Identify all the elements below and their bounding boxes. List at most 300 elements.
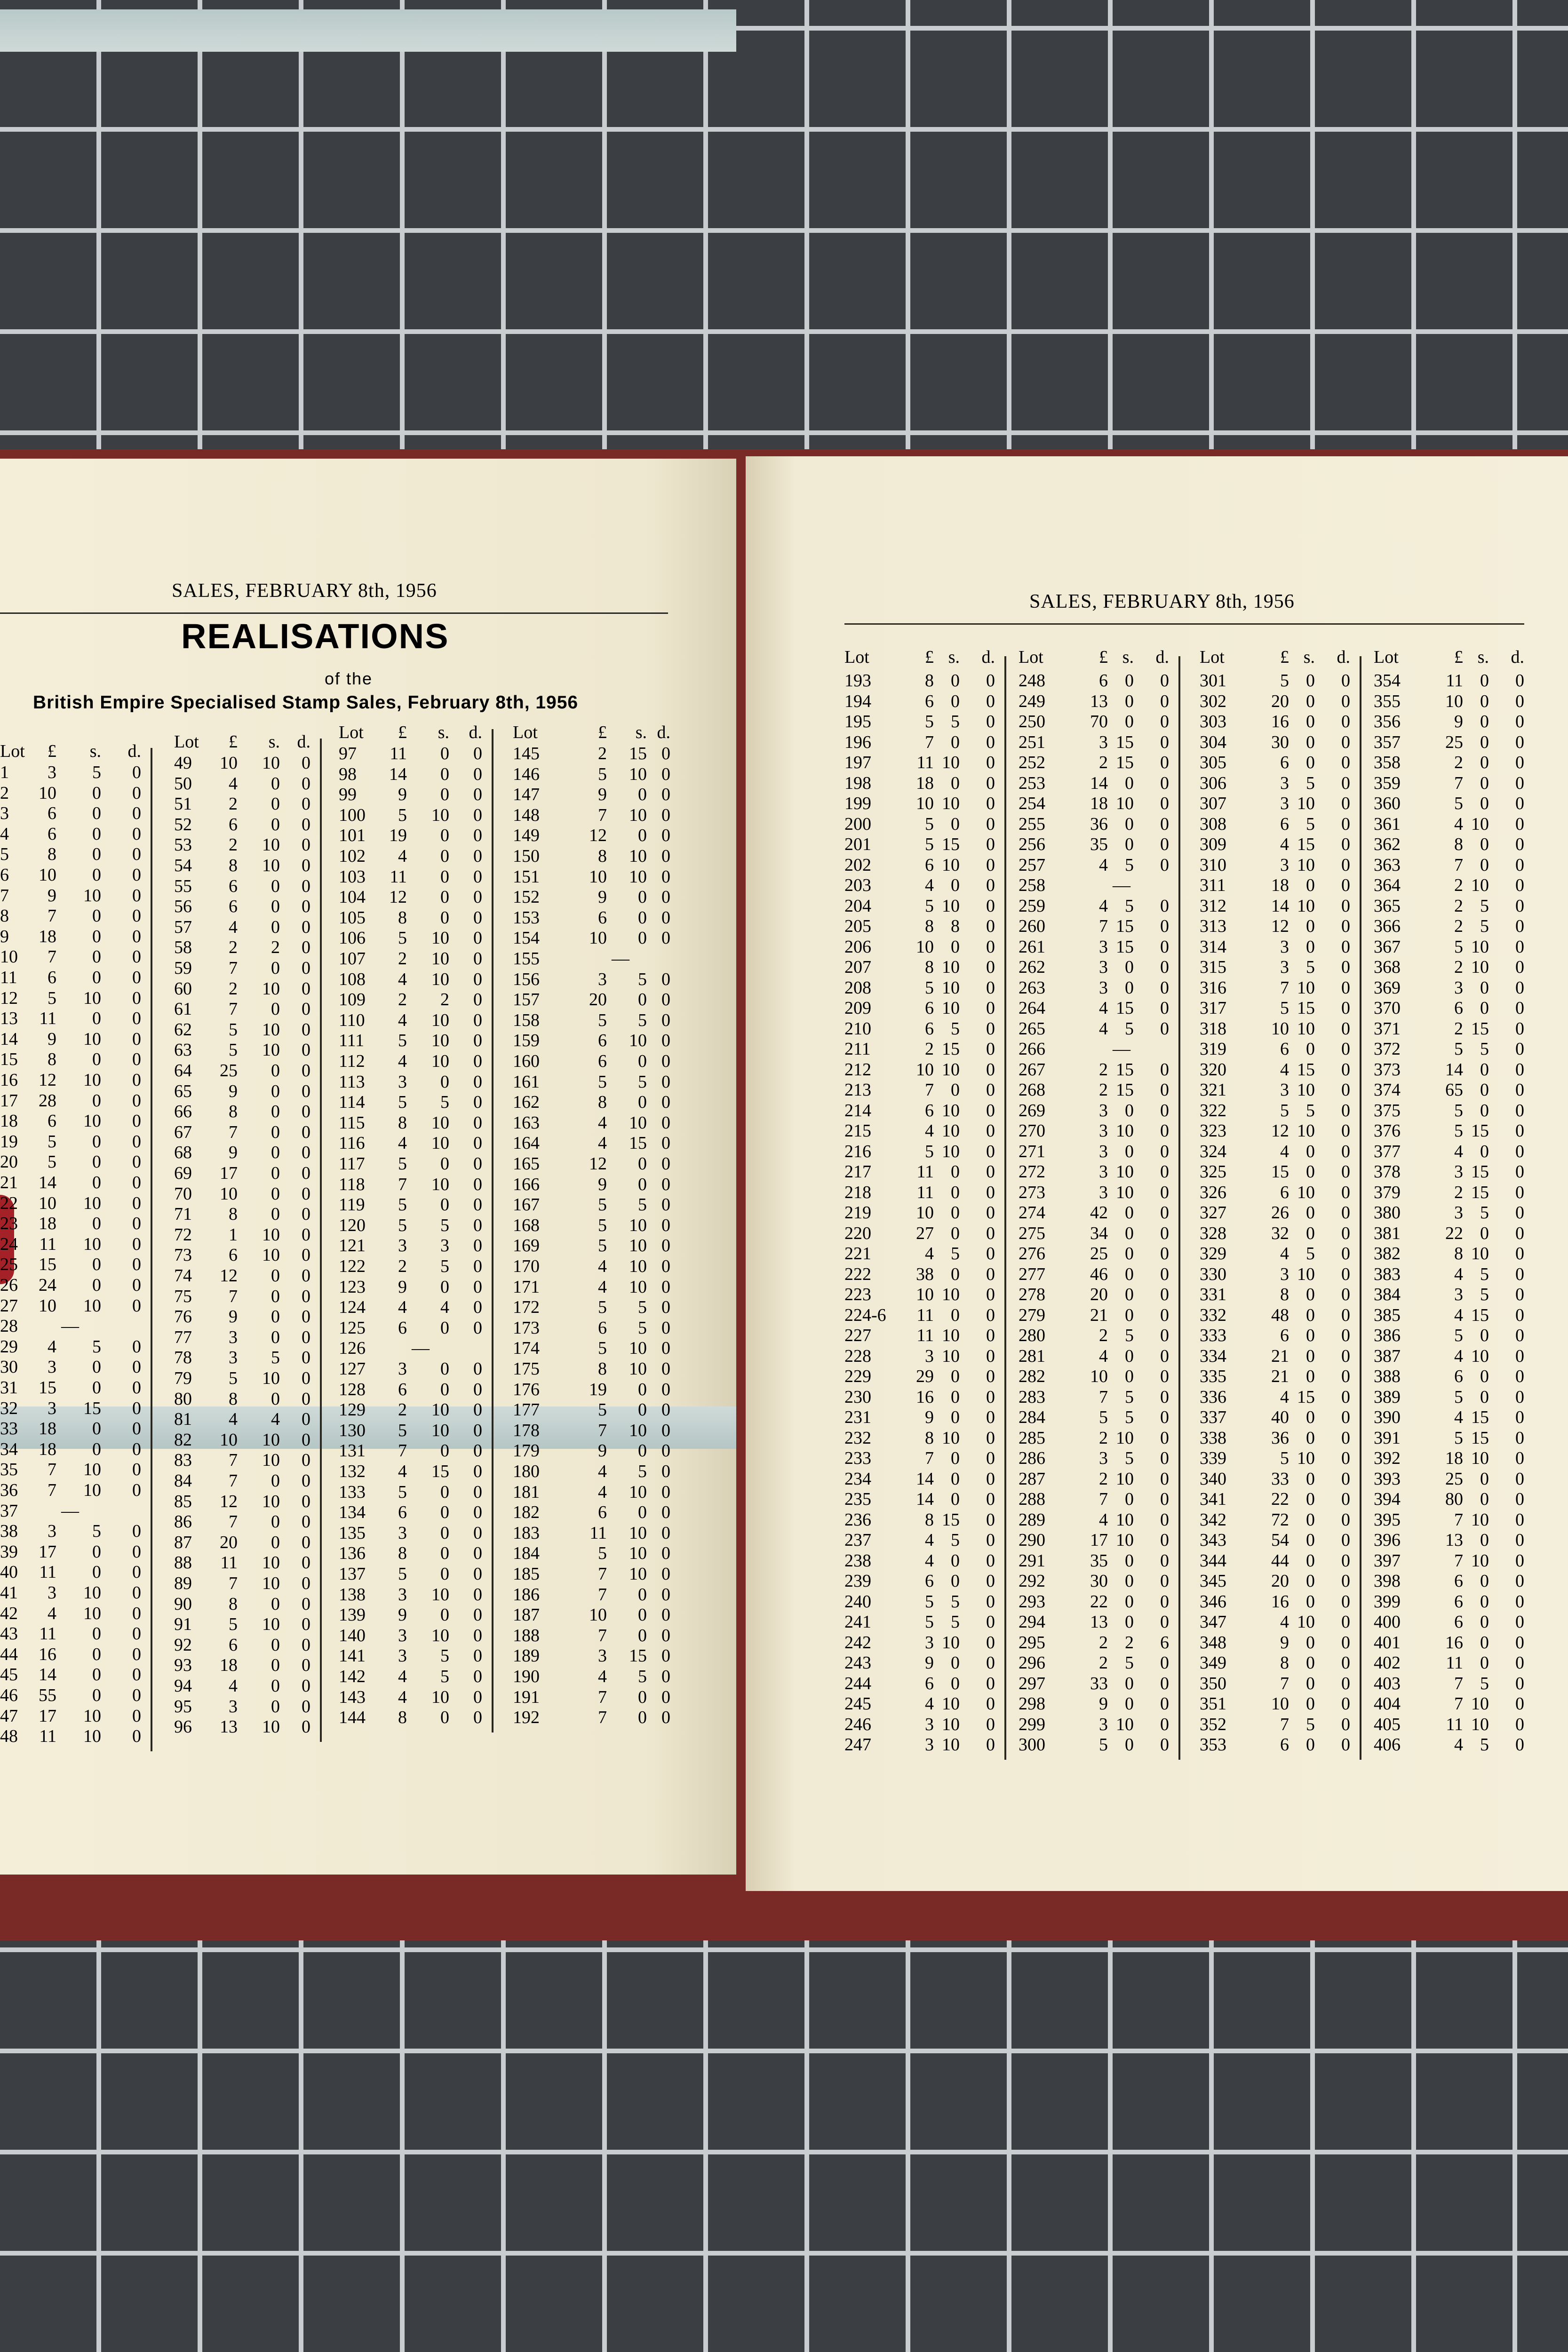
shillings-value: 0 — [92, 844, 101, 865]
shillings-value: 10 — [1116, 1469, 1134, 1489]
lot-number: 331 — [1200, 1285, 1226, 1304]
shillings-value: 0 — [638, 1154, 647, 1174]
pence-value: 0 — [1515, 834, 1524, 854]
pounds-value: 10 — [916, 1059, 934, 1080]
pence-value: 0 — [1341, 1346, 1350, 1366]
no-sale-dash: — — [61, 1501, 79, 1521]
pounds-value: 11 — [916, 1305, 934, 1325]
shillings-value: 10 — [83, 1480, 101, 1500]
pounds-value: 6 — [925, 1571, 934, 1591]
lot-number: 186 — [513, 1584, 540, 1605]
lot-number: 219 — [844, 1203, 871, 1223]
pence-value: 0 — [986, 957, 995, 977]
pence-value: 0 — [1160, 1653, 1169, 1673]
pounds-value: 11 — [39, 1562, 56, 1582]
pounds-value: 4 — [398, 1133, 407, 1153]
lot-number: 266 — [1019, 1039, 1045, 1059]
lot-number: 148 — [513, 805, 540, 825]
pounds-value: 9 — [229, 1143, 238, 1163]
pence-value: 0 — [1515, 1550, 1524, 1571]
shillings-value: 0 — [1306, 1735, 1315, 1755]
pounds-value: 5 — [1280, 1100, 1289, 1120]
shillings-value: 10 — [629, 1564, 647, 1584]
no-sale-dash: — — [612, 949, 629, 969]
shillings-value: 15 — [942, 834, 960, 854]
lot-number: 379 — [1374, 1182, 1401, 1202]
lot-number: 389 — [1374, 1387, 1401, 1407]
shillings-value: 0 — [1306, 1653, 1315, 1673]
pence-value: 0 — [1341, 1326, 1350, 1345]
lot-number: 359 — [1374, 773, 1401, 793]
shillings-value: 0 — [271, 1471, 280, 1491]
lot-number: 72 — [174, 1224, 192, 1245]
pounds-value: 2 — [1099, 1428, 1108, 1448]
shillings-value: 0 — [440, 1605, 449, 1625]
pounds-value: 3 — [1099, 732, 1108, 752]
lot-number: 311 — [1200, 875, 1226, 895]
pounds-value: 7 — [229, 1286, 238, 1306]
shillings-value: 15 — [1297, 1059, 1315, 1080]
lot-number: 49 — [174, 753, 192, 773]
shillings-value: 10 — [629, 1420, 647, 1440]
pounds-value: 7 — [48, 906, 56, 926]
pounds-value: 6 — [229, 1635, 238, 1655]
pounds-value: 9 — [598, 1174, 607, 1194]
pence-value: 0 — [1160, 1387, 1169, 1407]
pounds-value: 3 — [229, 1348, 238, 1368]
pounds-value: 5 — [925, 834, 934, 854]
shillings-value: 10 — [83, 1070, 101, 1090]
pence-value: 0 — [1515, 1039, 1524, 1059]
lot-number: 201 — [844, 834, 871, 854]
lot-number: 133 — [339, 1482, 366, 1502]
pence-value: 0 — [302, 938, 310, 958]
pounds-value: 2 — [598, 744, 607, 763]
column-divider — [492, 729, 493, 1732]
pence-value: 0 — [1160, 1367, 1169, 1386]
pence-value: 0 — [1515, 1141, 1524, 1161]
pounds-value: 65 — [1445, 1080, 1463, 1100]
pence-value: 0 — [1515, 1571, 1524, 1591]
lot-number: 377 — [1374, 1141, 1401, 1161]
lot-number: 206 — [844, 937, 871, 957]
shillings-value: 10 — [83, 1193, 101, 1213]
pounds-value: 8 — [598, 1359, 607, 1379]
pounds-value: 2 — [1099, 1653, 1108, 1673]
pounds-value: 6 — [48, 968, 56, 987]
lot-number: 87 — [174, 1532, 192, 1552]
column-divider — [1360, 656, 1361, 1760]
pounds-value: 7 — [598, 1708, 607, 1728]
shillings-value: 0 — [440, 866, 449, 887]
pence-value: 0 — [473, 928, 482, 948]
lot-number: 337 — [1200, 1407, 1226, 1427]
pounds-value: 8 — [398, 1708, 407, 1728]
shillings-value: 0 — [1306, 1141, 1315, 1161]
lot-number: 112 — [339, 1051, 365, 1071]
pence-value: 0 — [1515, 1632, 1524, 1653]
lot-number: 245 — [844, 1694, 871, 1714]
of-the-text: of the — [325, 669, 373, 688]
lot-number: 195 — [844, 712, 871, 731]
column-divider — [1178, 656, 1180, 1760]
pence-value: 0 — [986, 1121, 995, 1141]
pence-value: 0 — [986, 1367, 995, 1386]
pence-value: 0 — [1515, 998, 1524, 1018]
lot-number: 281 — [1019, 1346, 1045, 1366]
lot-number: 193 — [844, 671, 871, 691]
lot-number: 295 — [1019, 1632, 1045, 1653]
pounds-value: 7 — [598, 1687, 607, 1707]
pounds-value: 2 — [398, 1256, 407, 1276]
lot-number: 351 — [1200, 1694, 1226, 1714]
pence-value: 0 — [986, 1591, 995, 1612]
shillings-value: 15 — [942, 1510, 960, 1530]
pounds-value: 15 — [39, 1255, 56, 1275]
pence-value: 0 — [473, 1236, 482, 1256]
shillings-value: 10 — [431, 1051, 449, 1071]
pence-value: 0 — [302, 1389, 310, 1409]
pounds-value: 7 — [229, 1450, 238, 1470]
pence-value: 0 — [1341, 1428, 1350, 1448]
pence-value: 0 — [132, 844, 141, 865]
lot-number: 55 — [174, 876, 192, 896]
lot-number: 158 — [513, 1010, 540, 1030]
lot-number: 329 — [1200, 1244, 1226, 1263]
pounds-value: 3 — [1099, 1141, 1108, 1161]
pounds-value: 80 — [1445, 1489, 1463, 1509]
shillings-value: 0 — [271, 1122, 280, 1142]
pence-value: 0 — [986, 1632, 995, 1653]
pounds-value: 12 — [220, 1266, 238, 1286]
shillings-value: 0 — [1306, 916, 1315, 936]
right-page-col1-header-shillings: s. — [948, 647, 960, 667]
pounds-value: 3 — [1280, 1080, 1289, 1100]
pounds-value: 3 — [48, 763, 56, 782]
pounds-value: 6 — [598, 1031, 607, 1051]
shillings-value: 10 — [431, 1133, 449, 1153]
shillings-value: 5 — [1125, 1407, 1134, 1427]
lot-number: 333 — [1200, 1326, 1226, 1345]
pounds-value: 12 — [589, 1154, 607, 1174]
lot-number: 308 — [1200, 814, 1226, 834]
lot-number: 223 — [844, 1285, 871, 1304]
lot-number: 41 — [0, 1583, 18, 1603]
lot-number: 209 — [844, 998, 871, 1018]
pence-value: 0 — [1515, 1162, 1524, 1182]
pence-value: 0 — [661, 1646, 670, 1666]
pence-value: 0 — [1515, 814, 1524, 834]
shillings-value: 5 — [951, 712, 960, 731]
lot-number: 185 — [513, 1564, 540, 1584]
lot-number: 364 — [1374, 875, 1401, 895]
pounds-value: 2 — [229, 835, 238, 855]
pounds-value: 6 — [925, 1018, 934, 1039]
lot-number: 24 — [0, 1234, 18, 1254]
pence-value: 0 — [473, 1523, 482, 1543]
pence-value: 0 — [132, 1009, 141, 1029]
pounds-value: 8 — [598, 1092, 607, 1112]
lot-number: 95 — [174, 1696, 192, 1716]
right-page-col2-header-lot: Lot — [1019, 647, 1043, 667]
pence-value: 0 — [1515, 1653, 1524, 1673]
shillings-value: 0 — [92, 1685, 101, 1705]
shillings-value: 0 — [1306, 1407, 1315, 1427]
lot-number: 168 — [513, 1215, 540, 1235]
lot-number: 97 — [339, 744, 357, 763]
shillings-value: 0 — [1125, 1591, 1134, 1612]
shillings-value: 15 — [1116, 937, 1134, 957]
pence-value: 0 — [1341, 814, 1350, 834]
left-page-col1-header-pence: d. — [127, 741, 141, 761]
lot-number: 310 — [1200, 855, 1226, 875]
shillings-value: 0 — [92, 968, 101, 987]
pence-value: 0 — [1341, 916, 1350, 936]
pence-value: 0 — [1160, 1264, 1169, 1284]
pence-value: 0 — [302, 1184, 310, 1204]
pounds-value: 12 — [1271, 916, 1289, 936]
pounds-value: 3 — [1099, 957, 1108, 977]
lot-number: 125 — [339, 1318, 366, 1338]
lot-number: 122 — [339, 1256, 366, 1276]
lot-number: 4 — [0, 824, 9, 844]
shillings-value: 10 — [431, 1420, 449, 1440]
shillings-value: 0 — [92, 803, 101, 824]
pounds-value: 24 — [39, 1275, 56, 1295]
shillings-value: 10 — [83, 1295, 101, 1316]
pence-value: 0 — [1341, 1653, 1350, 1673]
pounds-value: 54 — [1271, 1530, 1289, 1550]
pounds-value: 7 — [925, 1080, 934, 1100]
pounds-value: 7 — [598, 1584, 607, 1605]
shillings-value: 0 — [271, 917, 280, 937]
pence-value: 0 — [302, 1635, 310, 1655]
shillings-value: 0 — [1480, 1612, 1489, 1632]
lot-number: 153 — [513, 907, 540, 928]
pounds-value: 8 — [598, 846, 607, 866]
lot-number: 79 — [174, 1368, 192, 1388]
shillings-value: 10 — [262, 1368, 280, 1388]
pounds-value: 5 — [398, 1154, 407, 1174]
lot-number: 78 — [174, 1348, 192, 1368]
pounds-value: 20 — [1271, 691, 1289, 711]
pounds-value: 8 — [48, 844, 56, 865]
lot-number: 134 — [339, 1502, 366, 1523]
right-page-col1-header-lot: Lot — [844, 647, 869, 667]
pounds-value: 9 — [598, 1441, 607, 1461]
lot-number: 56 — [174, 897, 192, 917]
pence-value: 0 — [1160, 1612, 1169, 1632]
shillings-value: 0 — [1480, 1326, 1489, 1345]
lot-number: 365 — [1374, 896, 1401, 916]
shillings-value: 5 — [271, 1348, 280, 1368]
pence-value: 0 — [302, 1266, 310, 1286]
pounds-value: 7 — [1454, 1510, 1463, 1530]
lot-number: 289 — [1019, 1510, 1045, 1530]
pounds-value: 21 — [1271, 1367, 1289, 1386]
pounds-value: 4 — [598, 1133, 607, 1153]
lot-number: 124 — [339, 1297, 366, 1318]
shillings-value: 0 — [271, 1532, 280, 1552]
pence-value: 0 — [302, 1430, 310, 1450]
pounds-value: 3 — [598, 969, 607, 989]
pence-value: 0 — [1515, 1223, 1524, 1243]
pence-value: 0 — [302, 1019, 310, 1040]
lot-number: 141 — [339, 1646, 366, 1666]
pounds-value: 5 — [398, 1031, 407, 1051]
pence-value: 0 — [1160, 1346, 1169, 1366]
pence-value: 0 — [661, 1092, 670, 1112]
lot-number: 247 — [844, 1735, 871, 1755]
pence-value: 0 — [1341, 1223, 1350, 1243]
pounds-value: 2 — [1454, 875, 1463, 895]
pence-value: 0 — [1341, 855, 1350, 875]
left-page-col3-header-lot: Lot — [339, 723, 364, 742]
shillings-value: 10 — [629, 1359, 647, 1379]
pounds-value: 4 — [925, 1530, 934, 1550]
pounds-value: 17 — [39, 1542, 56, 1562]
pounds-value: 2 — [1454, 1182, 1463, 1202]
shillings-value: 0 — [1125, 1264, 1134, 1284]
pence-value: 0 — [1341, 1694, 1350, 1714]
lot-number: 7 — [0, 885, 9, 906]
lot-number: 345 — [1200, 1571, 1226, 1591]
pence-value: 0 — [1515, 794, 1524, 813]
shillings-value: 0 — [951, 1080, 960, 1100]
pence-value: 0 — [132, 926, 141, 946]
pence-value: 0 — [661, 887, 670, 907]
shillings-value: 0 — [1480, 671, 1489, 691]
pounds-value: 2 — [1454, 1018, 1463, 1039]
pence-value: 0 — [302, 1655, 310, 1676]
pence-value: 0 — [1160, 1448, 1169, 1468]
pounds-value: 4 — [229, 917, 238, 937]
pence-value: 0 — [473, 1687, 482, 1707]
shillings-value: 10 — [262, 1245, 280, 1265]
lot-number: 388 — [1374, 1367, 1401, 1386]
shillings-value: 15 — [1471, 1428, 1489, 1448]
shillings-value: 5 — [440, 1215, 449, 1235]
pounds-value: 22 — [1271, 1489, 1289, 1509]
pence-value: 0 — [661, 1708, 670, 1728]
shillings-value: 10 — [1297, 855, 1315, 875]
pounds-value: 4 — [398, 846, 407, 866]
shillings-value: 10 — [431, 1010, 449, 1030]
lot-number: 314 — [1200, 937, 1226, 957]
pounds-value: 7 — [1454, 1673, 1463, 1693]
shillings-value: 5 — [1125, 1387, 1134, 1407]
pence-value: 0 — [1515, 937, 1524, 957]
shillings-value: 10 — [1116, 1182, 1134, 1202]
pence-value: 0 — [1160, 1510, 1169, 1530]
pence-value: 0 — [473, 1072, 482, 1092]
pence-value: 0 — [1515, 1018, 1524, 1039]
pounds-value: 4 — [398, 1051, 407, 1071]
pence-value: 0 — [1160, 834, 1169, 854]
shillings-value: 0 — [271, 1184, 280, 1204]
pounds-value: 9 — [925, 1653, 934, 1673]
shillings-value: 0 — [951, 1387, 960, 1407]
page-title: REALISATIONS — [181, 617, 449, 656]
pence-value: 0 — [1341, 1591, 1350, 1612]
pence-value: 0 — [1341, 1182, 1350, 1202]
pence-value: 0 — [1515, 712, 1524, 731]
lot-number: 106 — [339, 928, 366, 948]
pence-value: 0 — [1515, 1244, 1524, 1263]
pence-value: 0 — [1160, 916, 1169, 936]
pounds-value: 10 — [1271, 1694, 1289, 1714]
pence-value: 0 — [1515, 875, 1524, 895]
shillings-value: 0 — [638, 887, 647, 907]
pence-value: 0 — [1160, 1694, 1169, 1714]
pounds-value: 6 — [229, 1245, 238, 1265]
lot-number: 70 — [174, 1184, 192, 1204]
shillings-value: 0 — [92, 1049, 101, 1070]
shillings-value: 0 — [1125, 1735, 1134, 1755]
pence-value: 0 — [986, 1326, 995, 1345]
pence-value: 0 — [302, 1409, 310, 1430]
lot-number: 385 — [1374, 1305, 1401, 1325]
shillings-value: 5 — [1480, 1673, 1489, 1693]
pounds-value: 3 — [398, 1359, 407, 1379]
lot-number: 216 — [844, 1141, 871, 1161]
pence-value: 0 — [661, 1256, 670, 1276]
pence-value: 0 — [132, 1295, 141, 1316]
pence-value: 0 — [1341, 1367, 1350, 1386]
pounds-value: 7 — [925, 732, 934, 752]
pence-value: 0 — [1341, 977, 1350, 998]
lot-number: 214 — [844, 1100, 871, 1120]
pence-value: 0 — [986, 1223, 995, 1243]
right-head-rule — [844, 623, 1524, 625]
lot-number: 287 — [1019, 1469, 1045, 1489]
shillings-value: 0 — [1125, 691, 1134, 711]
pence-value: 0 — [302, 856, 310, 875]
shillings-value: 0 — [1306, 691, 1315, 711]
shillings-value: 5 — [1480, 1285, 1489, 1304]
pounds-value: 7 — [48, 1480, 56, 1500]
shillings-value: 0 — [271, 814, 280, 834]
lot-number: 161 — [513, 1072, 540, 1092]
shillings-value: 10 — [262, 1224, 280, 1245]
pence-value: 0 — [661, 744, 670, 763]
shillings-value: 15 — [1116, 916, 1134, 936]
lot-number: 320 — [1200, 1059, 1226, 1080]
pounds-value: 4 — [48, 1603, 56, 1623]
shillings-value: 0 — [1480, 1387, 1489, 1407]
pounds-value: 6 — [229, 876, 238, 896]
lot-number: 250 — [1019, 712, 1045, 731]
lot-number: 367 — [1374, 937, 1401, 957]
lot-number: 334 — [1200, 1346, 1226, 1366]
left-page-col3-header-pence: d. — [469, 723, 482, 742]
pounds-value: 4 — [925, 1694, 934, 1714]
shillings-value: 0 — [92, 1542, 101, 1562]
lot-number: 342 — [1200, 1510, 1226, 1530]
pounds-value: 70 — [1090, 712, 1108, 731]
pence-value: 0 — [661, 990, 670, 1010]
shillings-value: 0 — [440, 1359, 449, 1379]
pence-value: 0 — [1341, 1100, 1350, 1120]
pence-value: 0 — [986, 1448, 995, 1468]
shillings-value: 0 — [1125, 671, 1134, 691]
pence-value: 0 — [1515, 732, 1524, 752]
lot-number: 243 — [844, 1653, 871, 1673]
pence-value: 0 — [986, 1244, 995, 1263]
right-page-col3-header-pounds: £ — [1280, 647, 1289, 667]
pence-value: 0 — [132, 1152, 141, 1172]
shillings-value: 10 — [262, 1553, 280, 1573]
